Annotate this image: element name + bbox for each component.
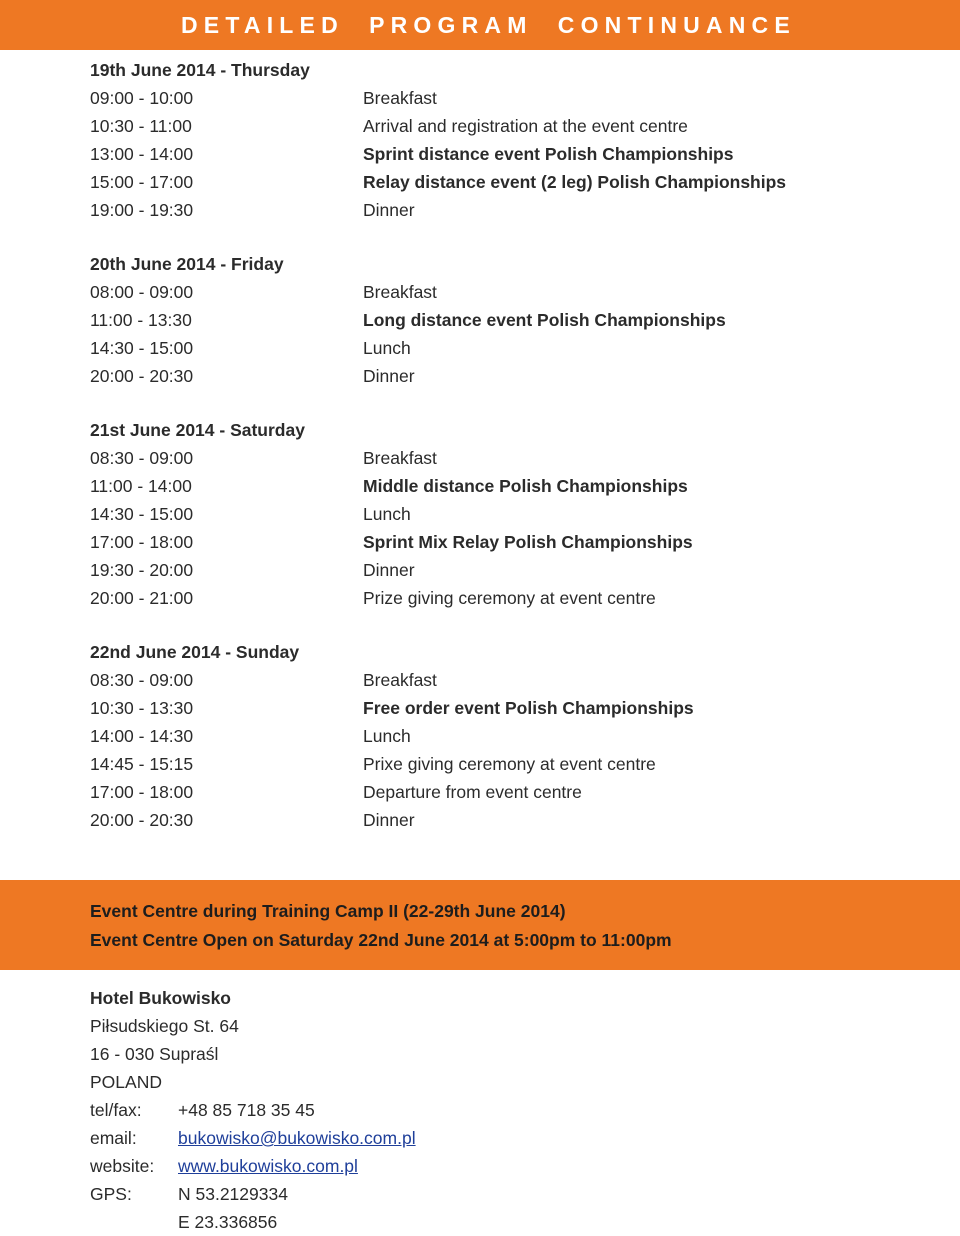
email-label: email: xyxy=(90,1128,137,1148)
schedule-row xyxy=(90,472,910,500)
gps-row-2 xyxy=(90,1208,790,1236)
schedule-row xyxy=(90,666,910,694)
schedule-row xyxy=(90,112,910,140)
activity: Dinner xyxy=(363,810,415,830)
time-slot: 14:00 - 14:30 xyxy=(90,726,194,746)
time-slot: 14:30 - 15:00 xyxy=(90,504,194,524)
schedule-row xyxy=(90,806,910,834)
time-slot: 20:00 - 20:30 xyxy=(90,810,194,830)
time-slot: 17:00 - 18:00 xyxy=(90,782,194,802)
schedule-row xyxy=(90,556,910,584)
schedule-row xyxy=(90,168,910,196)
time-slot: 15:00 - 17:00 xyxy=(90,172,194,192)
activity: Lunch xyxy=(363,504,411,524)
schedule-row xyxy=(90,84,910,112)
time-slot: 19:30 - 20:00 xyxy=(90,560,194,580)
event-centre-line-1: Event Centre during Training Camp II (22-29th June 2014) xyxy=(90,901,566,921)
time-slot: 09:00 - 10:00 xyxy=(90,88,194,108)
gps-spacer xyxy=(90,1208,178,1236)
time-slot: 13:00 - 14:00 xyxy=(90,144,194,164)
time-slot: 19:00 - 19:30 xyxy=(90,200,194,220)
email-row xyxy=(90,1124,790,1152)
address-country: POLAND xyxy=(90,1072,162,1092)
day-section xyxy=(90,416,910,612)
activity: Sprint distance event Polish Championships xyxy=(363,144,734,164)
schedule-row xyxy=(90,278,910,306)
schedule-row xyxy=(90,694,910,722)
website-row xyxy=(90,1152,790,1180)
gps-row xyxy=(90,1180,790,1208)
schedule-row xyxy=(90,334,910,362)
activity: Free order event Polish Championships xyxy=(363,698,694,718)
tel-value: +48 85 718 35 45 xyxy=(178,1100,315,1120)
schedule-row xyxy=(90,584,910,612)
tel-label: tel/fax: xyxy=(90,1100,142,1120)
time-slot: 14:45 - 15:15 xyxy=(90,754,194,774)
schedule-row xyxy=(90,140,910,168)
activity: Dinner xyxy=(363,200,415,220)
day-title: 22nd June 2014 - Sunday xyxy=(90,642,300,662)
schedule-row xyxy=(90,306,910,334)
tel-row xyxy=(90,1096,790,1124)
address-city: 16 - 030 Supraśl xyxy=(90,1044,219,1064)
schedule-row xyxy=(90,722,910,750)
activity: Long distance event Polish Championships xyxy=(363,310,726,330)
activity: Breakfast xyxy=(363,670,437,690)
activity: Breakfast xyxy=(363,448,437,468)
activity: Relay distance event (2 leg) Polish Championships xyxy=(363,172,787,192)
website-label: website: xyxy=(90,1156,155,1176)
activity: Lunch xyxy=(363,338,411,358)
time-slot: 08:30 - 09:00 xyxy=(90,670,194,690)
day-section xyxy=(90,638,910,834)
time-slot: 08:30 - 09:00 xyxy=(90,448,194,468)
time-slot: 10:30 - 13:30 xyxy=(90,698,194,718)
activity: Sprint Mix Relay Polish Championships xyxy=(363,532,693,552)
time-slot: 11:00 - 14:00 xyxy=(90,476,192,496)
activity: Breakfast xyxy=(363,282,437,302)
event-centre-line-2: Event Centre Open on Saturday 22nd June 2014 at 5:00pm to 11:00pm xyxy=(90,930,672,950)
event-centre-band xyxy=(0,880,960,970)
schedule-row xyxy=(90,444,910,472)
gps-latitude: N 53.2129334 xyxy=(178,1184,288,1204)
day-section xyxy=(90,56,910,224)
activity: Dinner xyxy=(363,366,415,386)
gps-longitude: E 23.336856 xyxy=(178,1212,278,1232)
page-title: DETAILED PROGRAM CONTINUANCE xyxy=(181,12,796,38)
header-band xyxy=(0,0,960,50)
hotel-name: Hotel Bukowisko xyxy=(90,988,231,1008)
schedule-row xyxy=(90,362,910,390)
schedule-row xyxy=(90,750,910,778)
day-title: 21st June 2014 - Saturday xyxy=(90,420,305,440)
activity: Prize giving ceremony at event centre xyxy=(363,588,656,608)
activity: Lunch xyxy=(363,726,411,746)
time-slot: 08:00 - 09:00 xyxy=(90,282,194,302)
activity: Prixe giving ceremony at event centre xyxy=(363,754,656,774)
schedule-row xyxy=(90,528,910,556)
event-centre-info xyxy=(90,897,672,955)
time-slot: 17:00 - 18:00 xyxy=(90,532,194,552)
activity: Departure from event centre xyxy=(363,782,582,802)
day-title: 19th June 2014 - Thursday xyxy=(90,60,310,80)
time-slot: 10:30 - 11:00 xyxy=(90,116,192,136)
activity: Breakfast xyxy=(363,88,437,108)
gps-label: GPS: xyxy=(90,1184,132,1204)
schedule-row xyxy=(90,196,910,224)
time-slot: 20:00 - 21:00 xyxy=(90,588,194,608)
time-slot: 14:30 - 15:00 xyxy=(90,338,194,358)
schedule xyxy=(90,56,910,860)
contact-block xyxy=(90,984,790,1236)
website-link[interactable]: www.bukowisko.com.pl xyxy=(178,1156,358,1176)
activity: Arrival and registration at the event centre xyxy=(363,116,688,136)
address-street: Piłsudskiego St. 64 xyxy=(90,1016,239,1036)
schedule-row xyxy=(90,778,910,806)
activity: Dinner xyxy=(363,560,415,580)
day-section xyxy=(90,250,910,390)
email-link[interactable]: bukowisko@bukowisko.com.pl xyxy=(178,1128,416,1148)
activity: Middle distance Polish Championships xyxy=(363,476,688,496)
time-slot: 20:00 - 20:30 xyxy=(90,366,194,386)
time-slot: 11:00 - 13:30 xyxy=(90,310,192,330)
day-title: 20th June 2014 - Friday xyxy=(90,254,284,274)
schedule-row xyxy=(90,500,910,528)
